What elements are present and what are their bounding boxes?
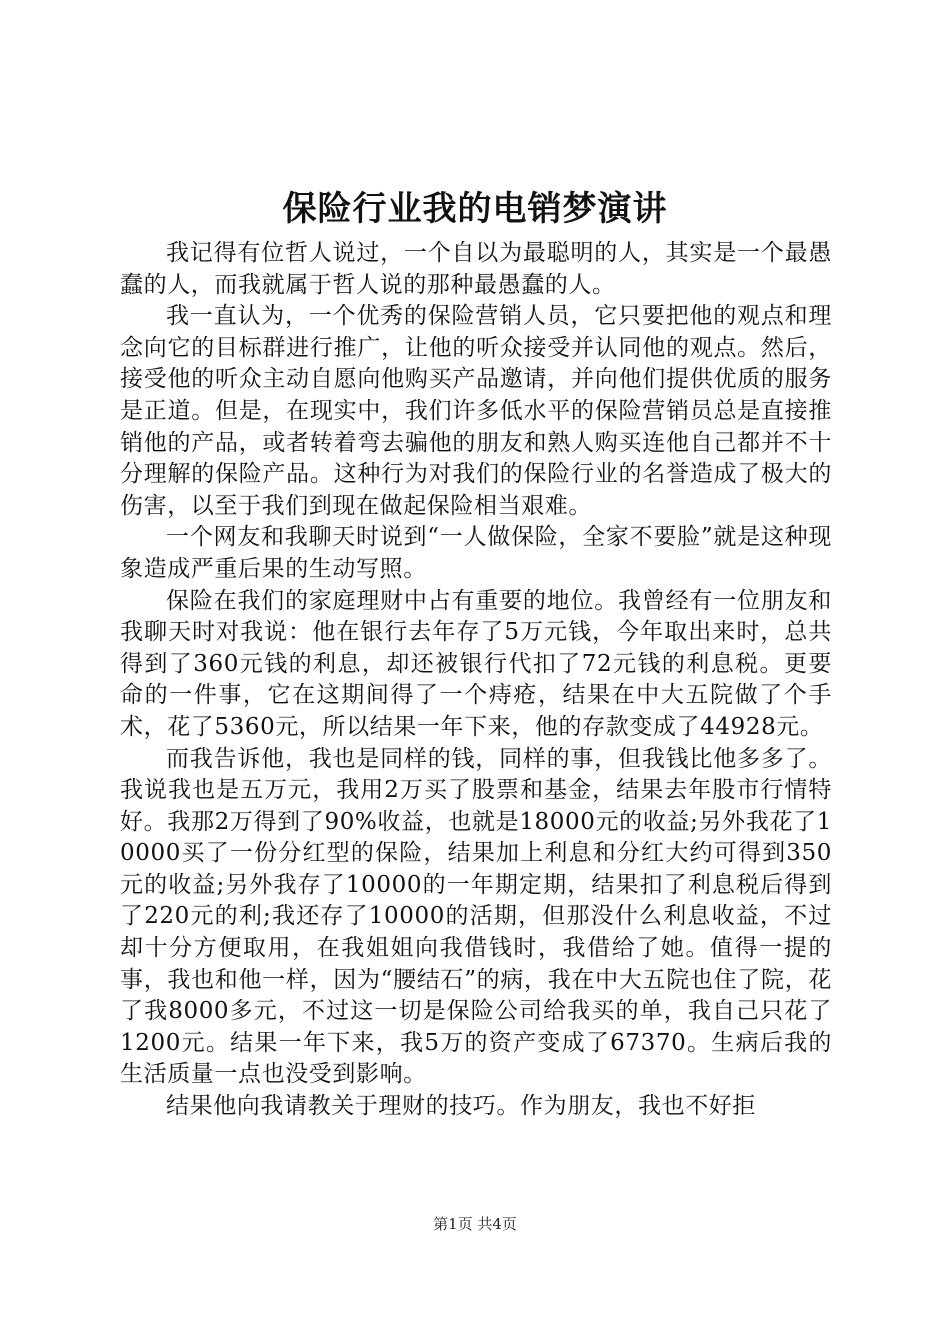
document-body bbox=[120, 238, 832, 1123]
paragraph: 结果他向我请教关于理财的技巧。作为朋友，我也不好拒 bbox=[166, 1093, 756, 1120]
paragraph: 而我告诉他，我也是同样的钱，同样的事，但我钱比他多多了。我说我也是五万元，我用2万买了股票和基金，结果去年股市行情特好。我那2万得到了90%收益，也就是18000元的收益;另外我花了10000买了一份分红型的保险，结果加上利息和分红大约可得到350元的收益;另外我存了10000的一年期定期，结果扣了利息税后得到了220元的利;我还存了10000的活期，但那没什么利息收益，不过却十分方便取用，在我姐姐向我借钱时，我借给了她。值得一提的事，我也和他一样，因为“腰结石”的病，我在中大五院也住了院，花了我8000多元，不过这一切是保险公司给我买的单，我自己只花了1200元。结果一年下来，我5万的资产变成了67370。生病后我的生活质量一点也没受到影响。 bbox=[120, 745, 832, 1088]
paragraph: 保险在我们的家庭理财中占有重要的地位。我曾经有一位朋友和我聊天时对我说：他在银行去年存了5万元钱，今年取出来时，总共得到了360元钱的利息，却还被银行代扣了72元钱的利息税。更要命的一件事，它在这期间得了一个痔疮，结果在中大五院做了个手术，花了5360元，所以结果一年下来，他的存款变成了44928元。 bbox=[120, 587, 832, 740]
paragraph: 一个网友和我聊天时说到“一人做保险，全家不要脸”就是这种现象造成严重后果的生动写照。 bbox=[120, 524, 832, 582]
paragraph: 我记得有位哲人说过，一个自以为最聪明的人，其实是一个最愚蠢的人，而我就属于哲人说的那种最愚蠢的人。 bbox=[120, 240, 832, 298]
document-title: 保险行业我的电销梦演讲 bbox=[282, 189, 668, 229]
paragraph: 我一直认为，一个优秀的保险营销人员，它只要把他的观点和理念向它的目标群进行推广，让他的听众接受并认同他的观点。然后，接受他的听众主动自愿向他购买产品邀请，并向他们提供优质的服务是正道。但是，在现实中，我们许多低水平的保险营销员总是直接推销他的产品，或者转着弯去骗他的朋友和熟人购买连他自己都并不十分理解的保险产品。这种行为对我们的保险行业的名誉造成了极大的伤害，以至于我们到现在做起保险相当艰难。 bbox=[120, 303, 832, 519]
page-footer: 第1页 共4页 bbox=[433, 1215, 517, 1233]
